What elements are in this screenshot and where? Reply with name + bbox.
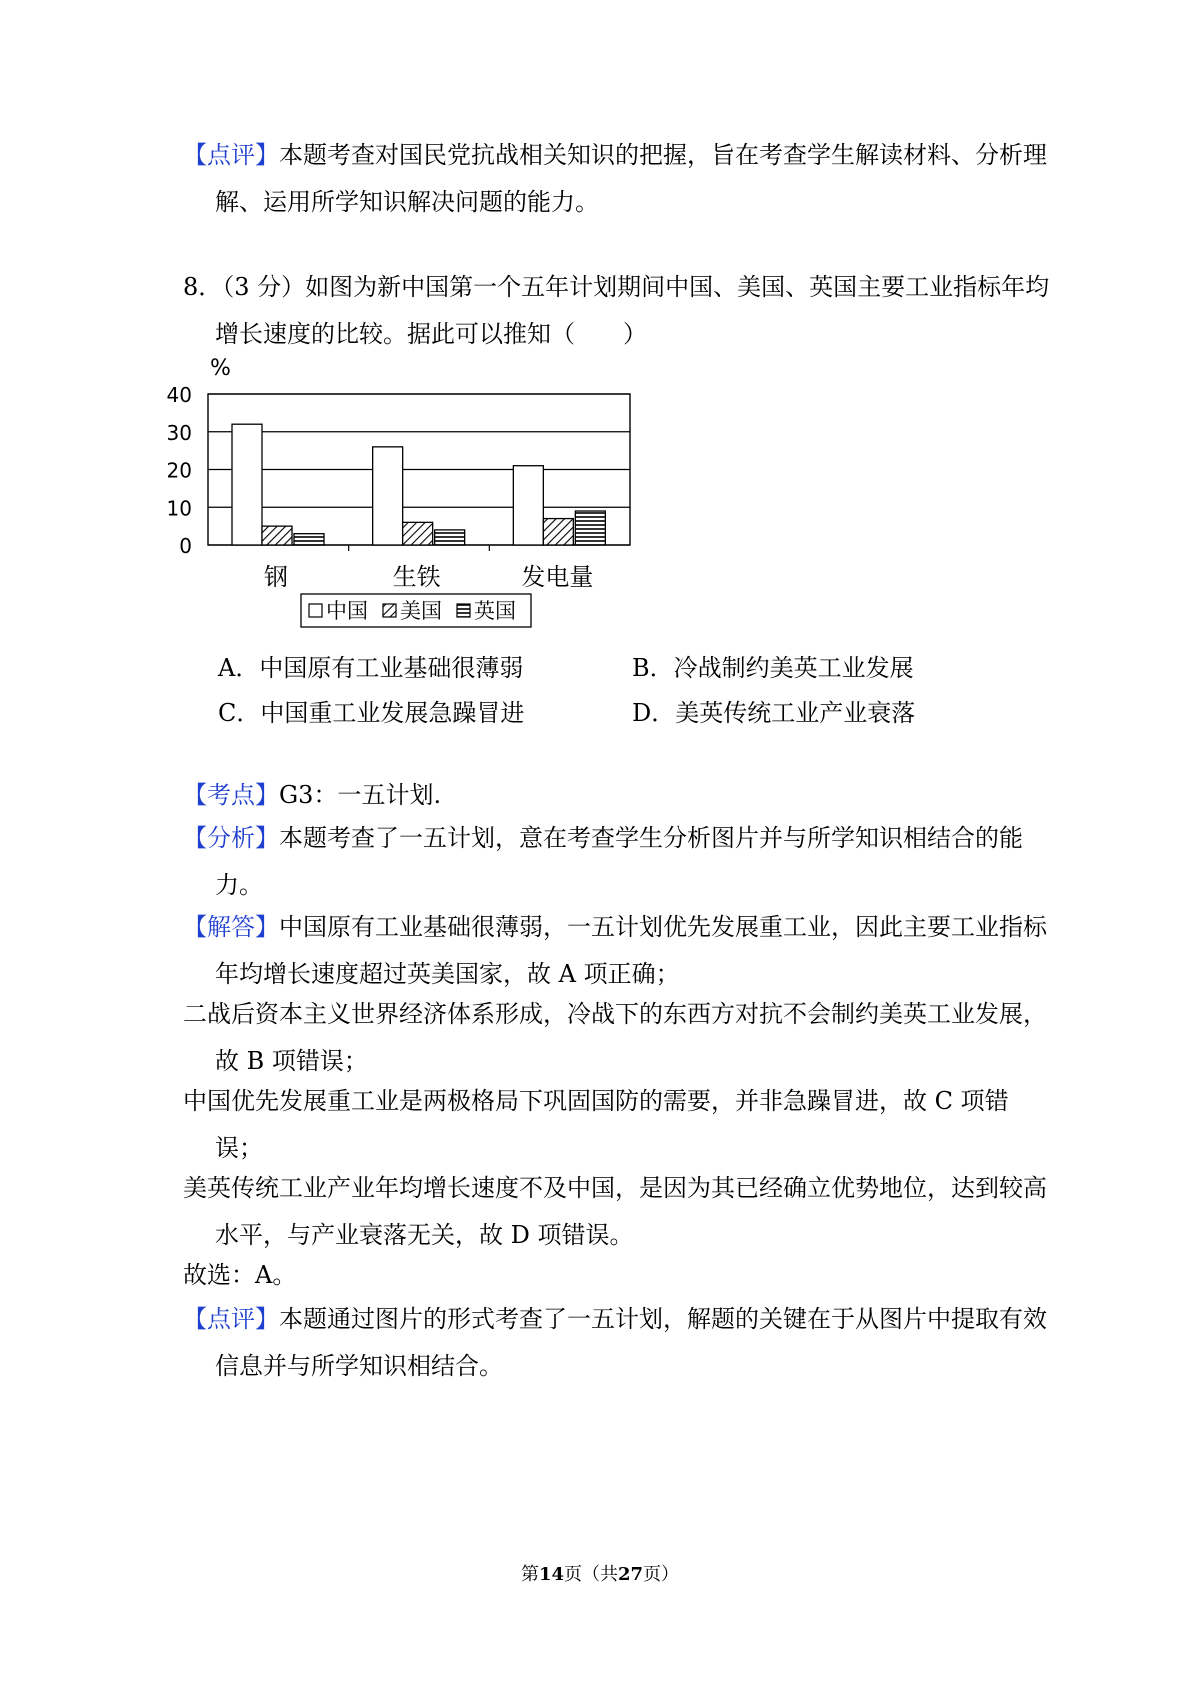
- option-d[interactable]: D．美英传统工业产业衰落: [632, 699, 916, 727]
- question-score: （3 分）: [222, 273, 306, 301]
- x-category-label: 发电量: [521, 563, 594, 591]
- y-tick-label: 0: [179, 534, 192, 558]
- options-row-1: [218, 648, 1038, 688]
- question-stem-text: 如图为新中国第一个五年计划期间中国、美国、英国主要工业指标年均增长速度的比较。据此可以推知（ ）: [215, 273, 1050, 348]
- bar-美国: [543, 519, 573, 545]
- comment-paragraph-2: [183, 1296, 1055, 1390]
- kaodian-paragraph: [183, 772, 1055, 819]
- x-category-label: 生铁: [392, 563, 441, 591]
- footer-page-number: 14: [538, 1564, 564, 1585]
- y-tick-label: 10: [166, 496, 192, 521]
- bar-美国: [403, 522, 433, 545]
- fenxi-tag: 【分析】: [183, 824, 279, 852]
- footer-suffix: 页）: [643, 1564, 680, 1585]
- kaodian-tag: 【考点】: [183, 781, 279, 809]
- legend-label: 英国: [474, 599, 516, 623]
- legend-swatch: [457, 604, 470, 617]
- kaodian-text: G3：一五计划.: [279, 781, 442, 809]
- legend-label: 中国: [326, 599, 368, 623]
- y-tick-label: 20: [166, 458, 192, 483]
- bar-中国: [513, 466, 543, 545]
- footer-prefix: 第: [520, 1564, 539, 1585]
- jieda-answer: 故选：A。: [183, 1261, 297, 1289]
- footer-middle: 页（共: [564, 1564, 618, 1585]
- bar-英国: [435, 530, 465, 545]
- option-c[interactable]: C．中国重工业发展急躁冒进: [218, 699, 525, 727]
- question-8-stem: [183, 264, 1055, 358]
- comment-paragraph-1: [183, 132, 1055, 226]
- jieda-line-3: 中国优先发展重工业是两极格局下巩固国防的需要，并非急躁冒进，故 C 项错误；: [183, 1087, 1009, 1162]
- jieda-line-4: 美英传统工业产业年均增长速度不及中国，是因为其已经确立优势地位，达到较高水平，与产业衰落无关，故 D 项错误。: [183, 1174, 1047, 1249]
- option-a[interactable]: A．中国原有工业基础很薄弱: [218, 654, 524, 682]
- legend-label: 美国: [400, 599, 442, 623]
- x-category-label: 钢: [264, 563, 288, 591]
- bar-英国: [294, 534, 324, 545]
- jieda-tag: 【解答】: [183, 913, 279, 941]
- footer-total-pages: 27: [618, 1564, 644, 1585]
- fenxi-paragraph: [183, 815, 1055, 909]
- options-row-2: [218, 693, 1038, 733]
- fenxi-text: 本题考查了一五计划，意在考查学生分析图片并与所学知识相结合的能力。: [215, 824, 1023, 899]
- y-axis-unit-label: %: [210, 356, 231, 381]
- bar-美国: [262, 526, 292, 545]
- y-tick-label: 30: [166, 420, 192, 445]
- comment-text: 本题考查对国民党抗战相关知识的把握，旨在考查学生解读材料、分析理解、运用所学知识解决问题的能力。: [215, 141, 1047, 216]
- legend-swatch: [383, 604, 396, 617]
- bar-英国: [575, 511, 605, 545]
- page-footer: [0, 1560, 1200, 1586]
- bar-中国: [232, 424, 262, 545]
- comment-tag: 【点评】: [183, 141, 279, 169]
- option-b[interactable]: B．冷战制约美英工业发展: [632, 654, 914, 682]
- jieda-paragraph: [183, 904, 1055, 998]
- jieda-line-2: 二战后资本主义世界经济体系形成，冷战下的东西方对抗不会制约美英工业发展，故 B 项错误；: [183, 1000, 1047, 1075]
- bar-中国: [373, 447, 403, 545]
- jieda-text: 中国原有工业基础很薄弱，一五计划优先发展重工业，因此主要工业指标年均增长速度超过英美国家，故 A 项正确；: [215, 913, 1047, 988]
- comment-tag-2: 【点评】: [183, 1305, 279, 1333]
- legend-swatch: [309, 604, 322, 617]
- y-tick-label: 40: [166, 383, 192, 407]
- question-number: 8．: [183, 273, 223, 301]
- comment-text-2: 本题通过图片的形式考查了一五计划，解题的关键在于从图片中提取有效信息并与所学知识相结合。: [215, 1305, 1047, 1380]
